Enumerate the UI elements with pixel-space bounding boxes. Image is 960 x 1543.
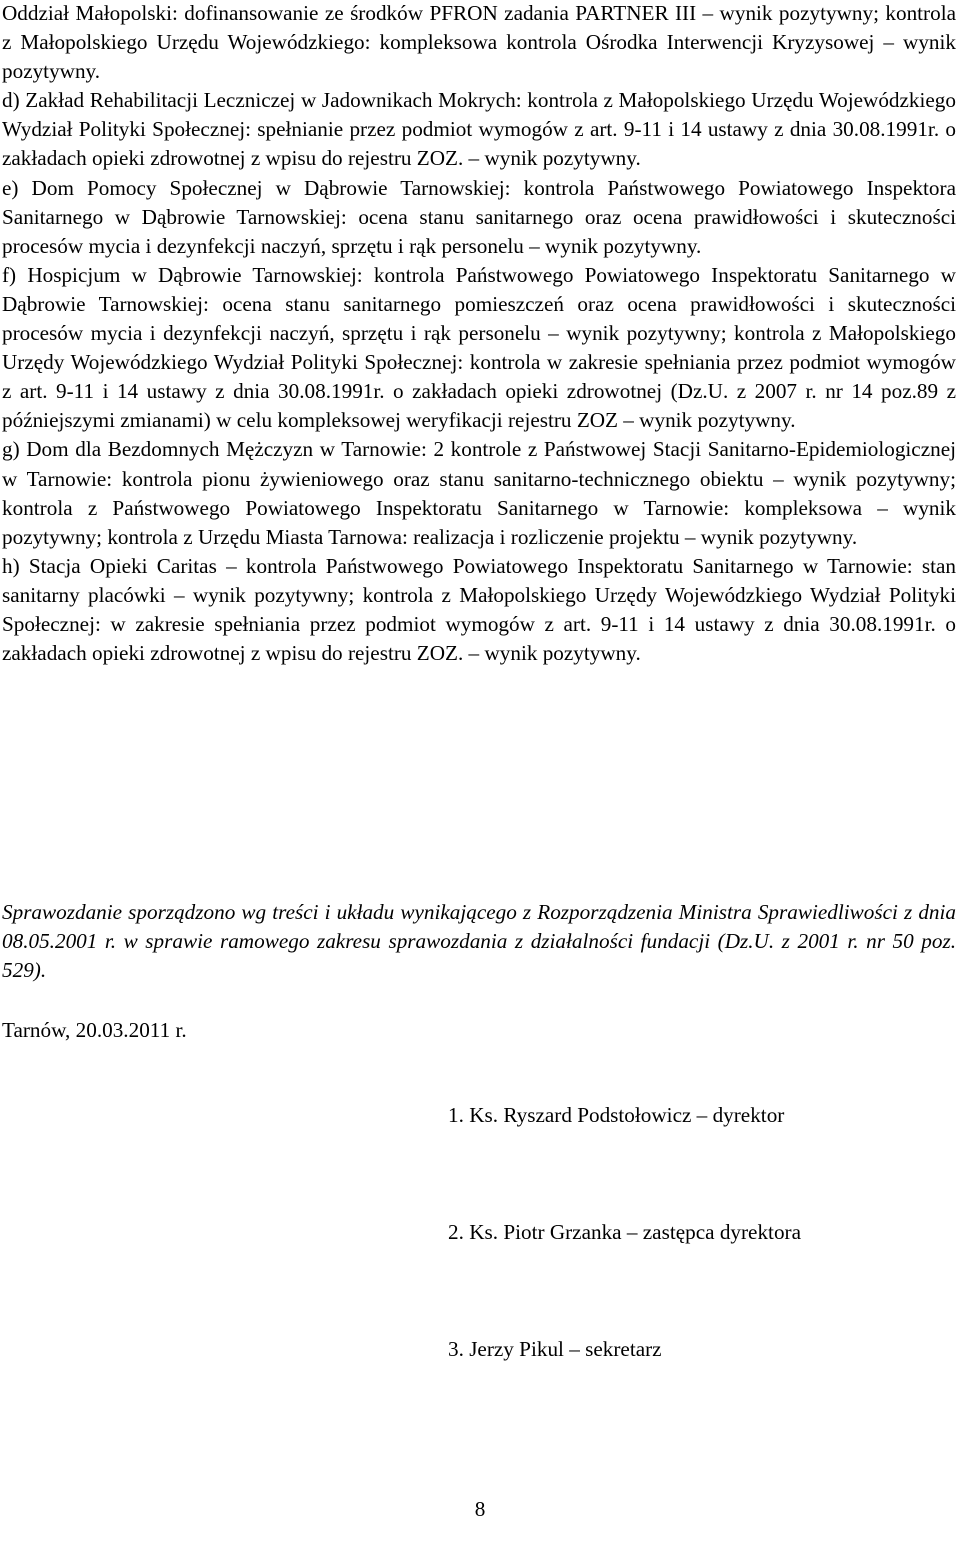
signatory-director: 1. Ks. Ryszard Podstołowicz – dyrektor (448, 1103, 785, 1127)
report-body (2, 0, 956, 668)
paragraph-f-hospice: f) Hospicjum w Dąbrowie Tarnowskiej: kontrola Państwowego Powiatowego Inspektoratu Sanitarnego w Dąbrowie Tarnowskiej: ocena stanu sanitarnego pomieszczeń oraz ocena prawidłowości i skuteczności procesów mycia i dezynfekcji naczyń, sprzętu i rąk personelu – wynik pozytywny; kontrola z Małopolskiego Urzędy Wojewódzkiego Wydział Polityki Społecznej: kontrola w zakresie spełniania przez podmiot wymogów z art. 9-11 i 14 ustawy z dnia 30.08.1991r. o zakładach opieki zdrowotnej (Dz.U. z 2007 r. nr 14 poz.89 z późniejszymi zmianami) w celu kompleksowej weryfikacji rejestru ZOZ – wynik pozytywny. (2, 262, 956, 433)
paragraph-e-care-home: e) Dom Pomocy Społecznej w Dąbrowie Tarnowskiej: kontrola Państwowego Powiatowego Inspektora Sanitarnego w Dąbrowie Tarnowskiej: ocena stanu sanitarnego oraz ocena prawidłowości i skuteczności procesów mycia i dezynfekcji naczyń, sprzętu i rąk personelu – wynik pozytywny. (2, 175, 956, 258)
page-number: 8 (474, 1497, 486, 1521)
signatory-secretary: 3. Jerzy Pikul – sekretarz (448, 1337, 662, 1361)
paragraph-h-caritas-station: h) Stacja Opieki Caritas – kontrola Państwowego Powiatowego Inspektoratu Sanitarnego w Tarnowie: stan sanitarny placówki – wynik pozytywny; kontrola z Małopolskiego Urzędy Wojewódzkiego Wydział Polityki Społecznej: w zakresie spełniania przez podmiot wymogów z art. 9-11 i 14 ustawy z dnia 30.08.1991r. o zakładach opieki zdrowotnej z wpisu do rejestru ZOZ. – wynik pozytywny. (2, 553, 956, 666)
place-and-date: Tarnów, 20.03.2011 r. (2, 1018, 187, 1042)
signatory-deputy-director: 2. Ks. Piotr Grzanka – zastępca dyrektora (448, 1220, 801, 1244)
paragraph-g-homeless-shelter: g) Dom dla Bezdomnych Mężczyzn w Tarnowie: 2 kontrole z Państwowej Stacji Sanitarno-Epidemiologicznej w Tarnowie: kontrola pionu żywieniowego oraz stanu sanitarno-technicznego obiektu – wynik pozytywny; kontrola z Państwowego Powiatowego Inspektoratu Sanitarnego w Tarnowie: kompleksowa – wynik pozytywny; kontrola z Urzędu Miasta Tarnowa: realizacja i rozliczenie projektu – wynik pozytywny. (2, 437, 956, 549)
legal-basis-note: Sprawozdanie sporządzono wg treści i układu wynikającego z Rozporządzenia Ministra Sprawiedliwości z dnia 08.05.2001 r. w sprawie ramowego zakresu sprawozdania z działalności fundacji (Dz.U. z 2001 r. nr 50 poz. 529). (2, 900, 956, 983)
paragraph-d-rehabilitation: d) Zakład Rehabilitacji Leczniczej w Jadownikach Mokrych: kontrola z Małopolskiego Urzędu Wojewódzkiego Wydział Polityki Społecznej: spełnianie przez podmiot wymogów z art. 9-11 i 14 ustawy z dnia 30.08.1991r. o zakładach opieki zdrowotnej z wpisu do rejestru ZOZ. – wynik pozytywny. (2, 88, 956, 171)
paragraph-malopolska-branch: Oddział Małopolski: dofinansowanie ze środków PFRON zadania PARTNER III – wynik pozytywny; kontrola z Małopolskiego Urzędu Wojewódzkiego: kompleksowa kontrola Ośrodka Interwencji Kryzysowej – wynik pozytywny. (2, 1, 956, 84)
